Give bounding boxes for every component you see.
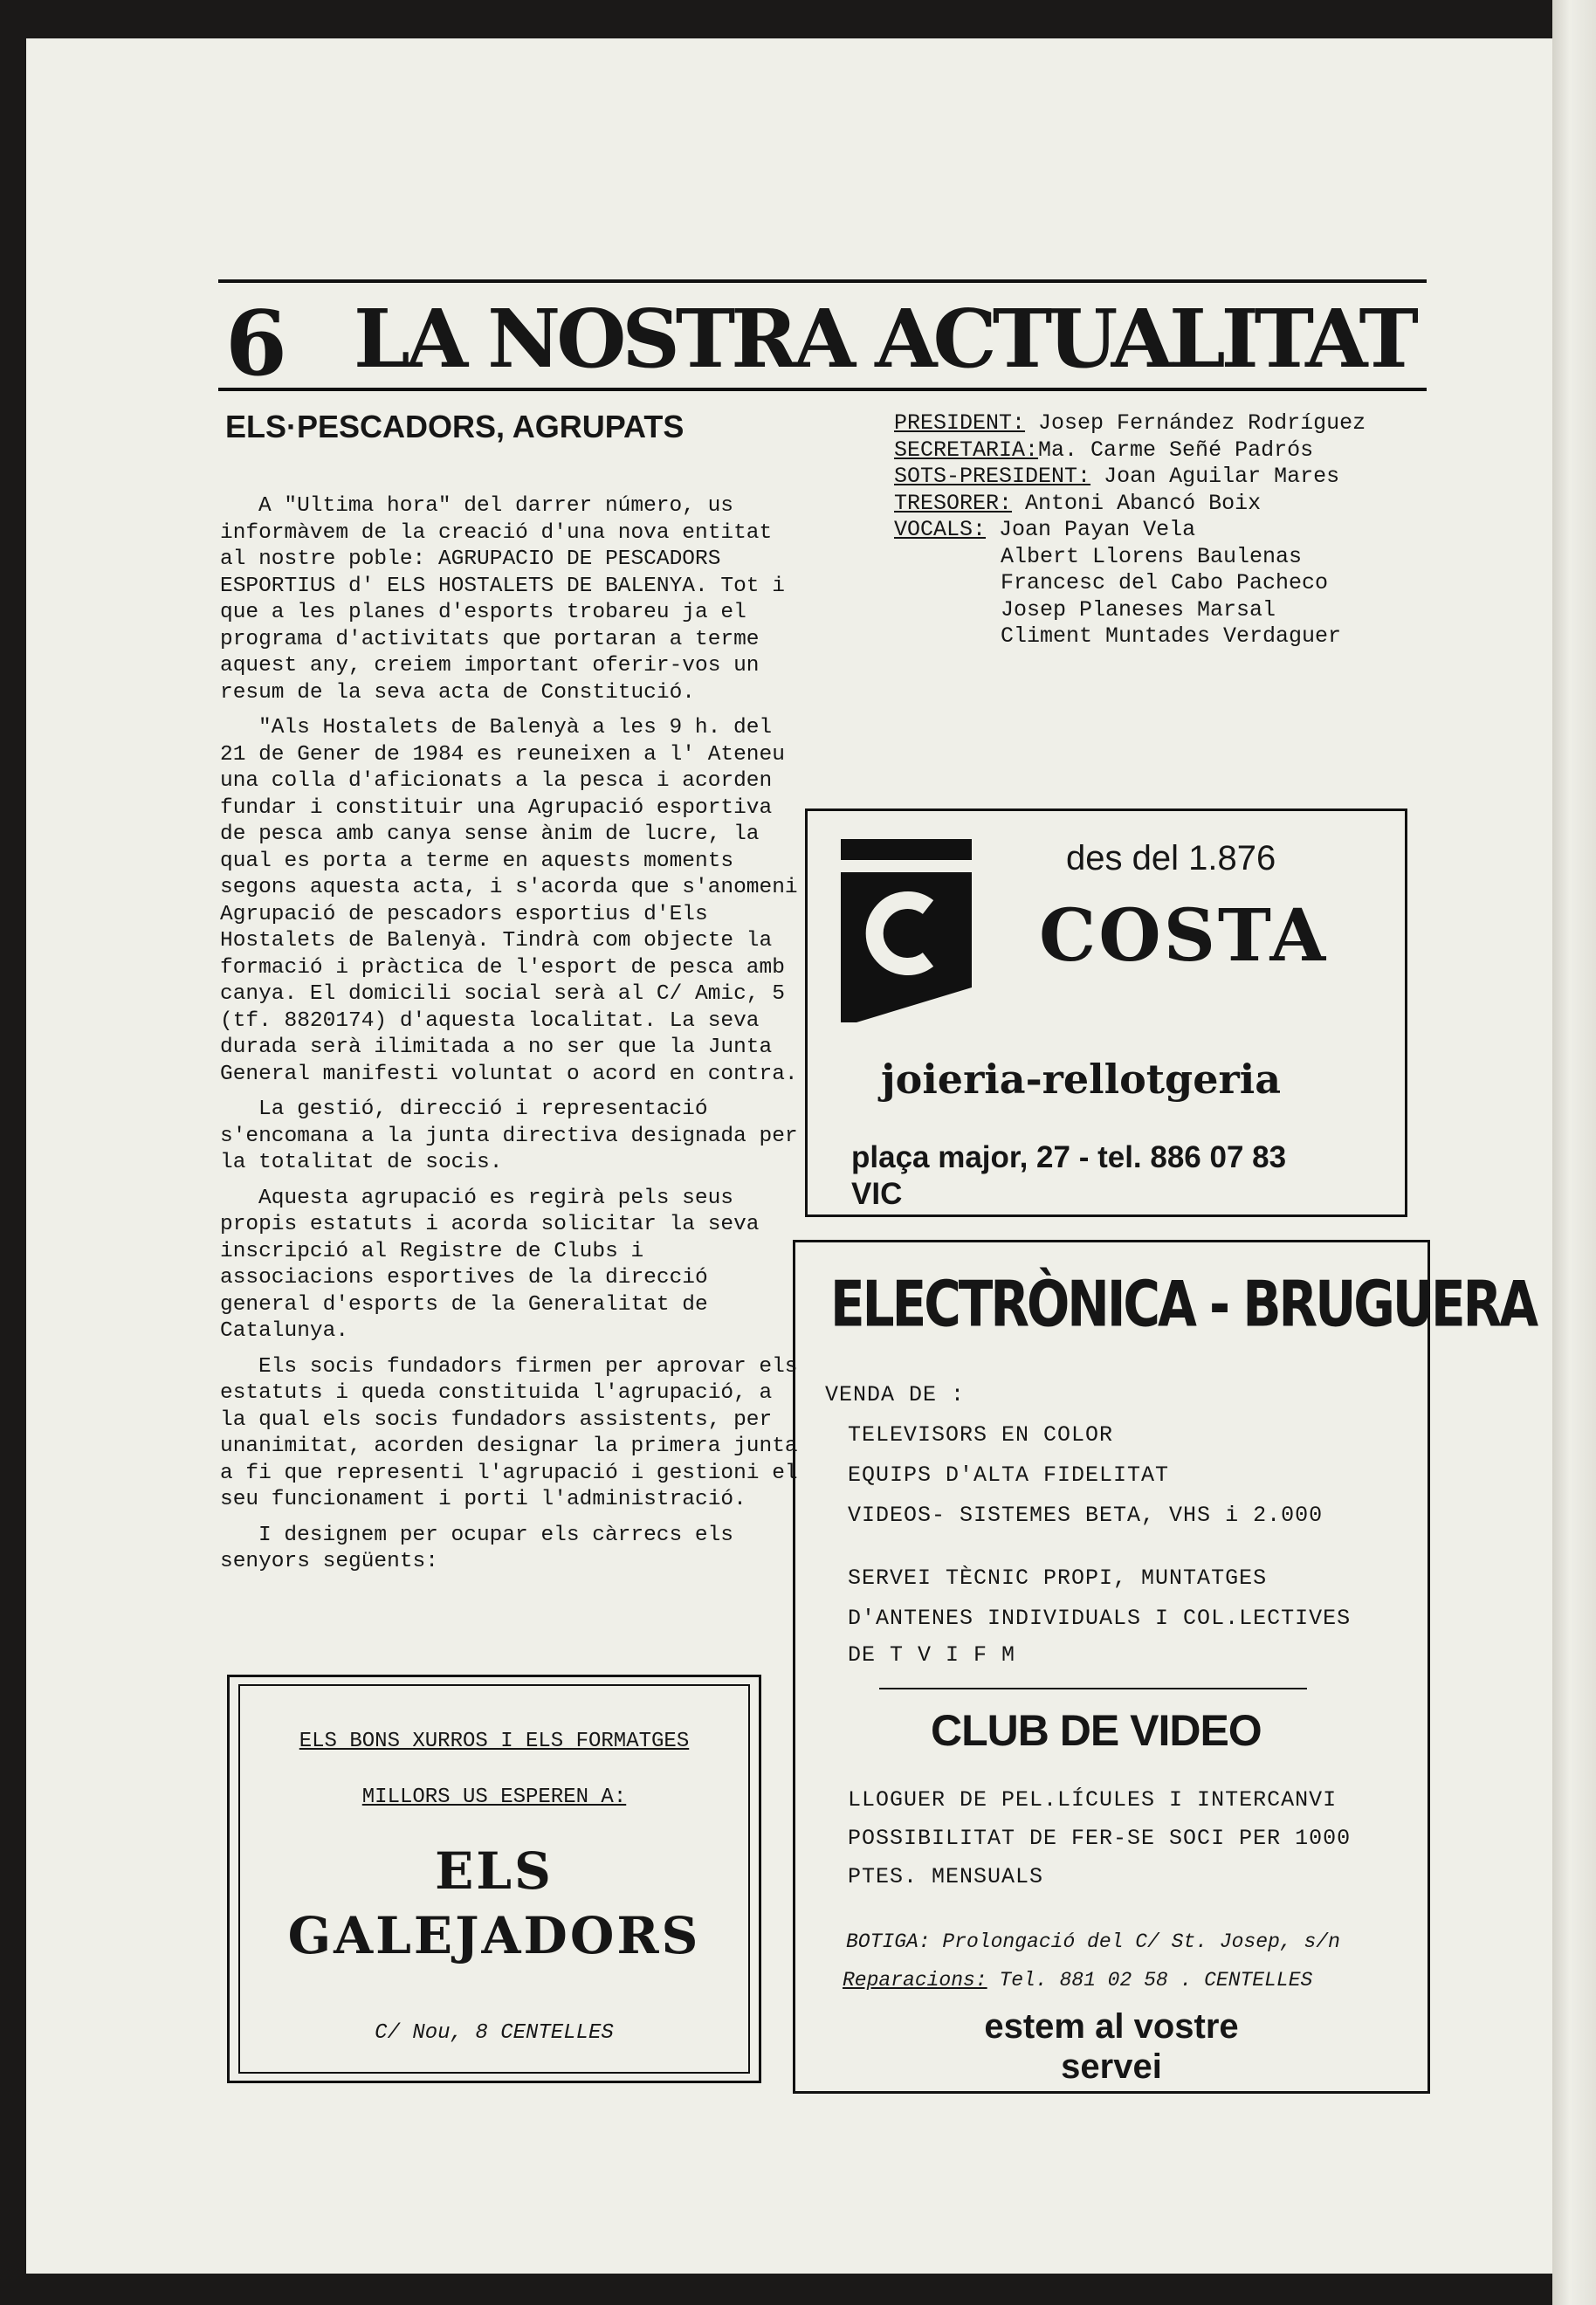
article-paragraph: I designem per ocupar els càrrecs els senyors següents: bbox=[220, 1523, 733, 1573]
costa-city: VIC bbox=[851, 1177, 903, 1211]
electronica-servei: SERVEI TÈCNIC PROPI, MUNTATGES bbox=[848, 1565, 1268, 1591]
ad-electronica-bruguera bbox=[793, 1240, 1537, 2094]
board-vocal: Josep Planeses Marsal bbox=[1001, 596, 1276, 623]
board-row-sots-president: SOTS-PRESIDENT: Joan Aguilar Mares bbox=[894, 464, 1340, 489]
article-body bbox=[220, 493, 803, 1585]
galejadors-inner-frame bbox=[238, 1684, 750, 2074]
board-row-president: PRESIDENT: Josep Fernández Rodríguez bbox=[894, 410, 1366, 436]
galejadors-name: GALEJADORS bbox=[287, 1906, 701, 1965]
board-row-tresorer: TRESORER: Antoni Abancó Boix bbox=[894, 490, 1262, 516]
article-paragraph: Els socis fundadors firmen per aprovar els estatuts i queda constituida l'agrupació, a la qual els socis fundadors assistents, per unanimitat, acorden designar la primera junta a fi que representi l'agrupació i gestioni el seu funcionament i porti l'administració. bbox=[220, 1354, 798, 1511]
club-video-line: LLOGUER DE PEL.LÍCULES I INTERCANVI bbox=[848, 1787, 1338, 1813]
electronica-item: TELEVISORS EN COLOR bbox=[848, 1422, 1114, 1448]
club-video-line: PTES. MENSUALS bbox=[848, 1864, 1044, 1889]
board-vocal: Climent Muntades Verdaguer bbox=[1001, 623, 1342, 649]
electronica-slogan: estem al vostre bbox=[984, 2007, 1239, 2046]
electronica-slogan: servei bbox=[1061, 2047, 1162, 2086]
costa-address-block bbox=[851, 1139, 1286, 1213]
board-vocal: Albert Llorens Baulenas bbox=[1001, 543, 1303, 569]
electronica-reparacions: Reparacions: Tel. 881 02 58 . CENTELLES bbox=[843, 1969, 1313, 1992]
article-paragraph: La gestió, direcció i representació s'encomana a la junta directiva designada per la totalitat de socis. bbox=[220, 1097, 798, 1174]
electronica-divider bbox=[879, 1688, 1307, 1689]
electronica-botiga: BOTIGA: Prolongació del C/ St. Josep, s/n bbox=[846, 1930, 1340, 1953]
galejadors-line: ELS BONS XURROS I ELS FORMATGES bbox=[299, 1730, 690, 1753]
costa-brand: COSTA bbox=[1039, 894, 1329, 978]
section-header bbox=[218, 279, 1427, 396]
club-video-title: CLUB DE VIDEO bbox=[931, 1706, 1262, 1755]
board-row-vocals: VOCALS: Joan Payan Vela bbox=[894, 517, 1196, 542]
page-number: 6 bbox=[225, 292, 285, 396]
article-paragraph: A "Ultima hora" del darrer número, us informàvem de la creació d'una nova entitat al nostre poble: AGRUPACIO DE PESCADORS ESPORTIUS d' ELS HOSTALETS DE BALENYA. Tot i que a les planes d'esports trobareu ja el programa d'activitats que portaran a terme aquest any, creiem important oferir-vos un resum de la seva acta de Constitució. bbox=[220, 494, 785, 705]
costa-since: des del 1.876 bbox=[1066, 839, 1276, 877]
costa-address: plaça major, 27 - tel. 886 07 83 bbox=[851, 1140, 1287, 1174]
electronica-servei: DE T V I F M bbox=[848, 1642, 1016, 1668]
costa-trade: joieria-rellotgeria bbox=[881, 1056, 1282, 1103]
article-paragraph: "Als Hostalets de Balenyà a les 9 h. del 21 de Gener de 1984 es reuneixen a l' Ateneu una colla d'aficionats a la pesca i acorden fundar i constituir una Agrupació esportiva de pesca amb canya sense ànim de lucre, la qual es porta a terme en aquests moments segons aquesta acta, i s'acorda que s'anomeni Agrupació de pescadors esportius d'Els Hostalets de Balenyà. Tindrà com objecte la formació i pràctica de l'esport de pesca amb canya. El domicili social serà al C/ Amic, 5 (tf. 8820174) d'aquesta localitat. La seva durada serà ilimitada a no ser que la Junta General manifesti voluntat o acord en contra. bbox=[220, 716, 798, 1086]
electronica-brand: ELECTRÒNICA - BRUGUERA bbox=[830, 1267, 1537, 1341]
electronica-servei: D'ANTENES INDIVIDUALS I COL.LECTIVES bbox=[848, 1606, 1352, 1631]
galejadors-name: ELS bbox=[435, 1841, 554, 1901]
article-title: ELS·PESCADORS, AGRUPATS bbox=[225, 409, 684, 444]
galejadors-line: MILLORS US ESPEREN A: bbox=[361, 1786, 627, 1809]
ad-costa bbox=[805, 808, 1407, 1217]
electronica-item: VIDEOS- SISTEMES BETA, VHS i 2.000 bbox=[848, 1503, 1324, 1528]
board-row-secretaria: SECRETARIA:Ma. Carme Señé Padrós bbox=[894, 437, 1314, 463]
section-title: LA NOSTRA ACTUALITAT bbox=[354, 292, 1414, 386]
galejadors-address: C/ Nou, 8 CENTELLES bbox=[375, 2021, 614, 2045]
electronica-item: EQUIPS D'ALTA FIDELITAT bbox=[848, 1462, 1170, 1488]
board-list bbox=[894, 410, 1400, 650]
club-video-line: POSSIBILITAT DE FER-SE SOCI PER 1000 bbox=[848, 1826, 1352, 1851]
ad-galejadors bbox=[227, 1675, 761, 2083]
board-vocal: Francesc del Cabo Pacheco bbox=[1001, 570, 1329, 595]
article-paragraph: Aquesta agrupació es regirà pels seus propis estatuts i acorda solicitar la seva inscripció al Registre de Clubs i associacions esportives de la direcció general d'esports de la Generalitat de Catalunya. bbox=[220, 1186, 760, 1343]
electronica-venda: VENDA DE : bbox=[825, 1382, 966, 1407]
page-spine bbox=[1552, 0, 1596, 2305]
costa-logo-icon bbox=[841, 839, 972, 1027]
